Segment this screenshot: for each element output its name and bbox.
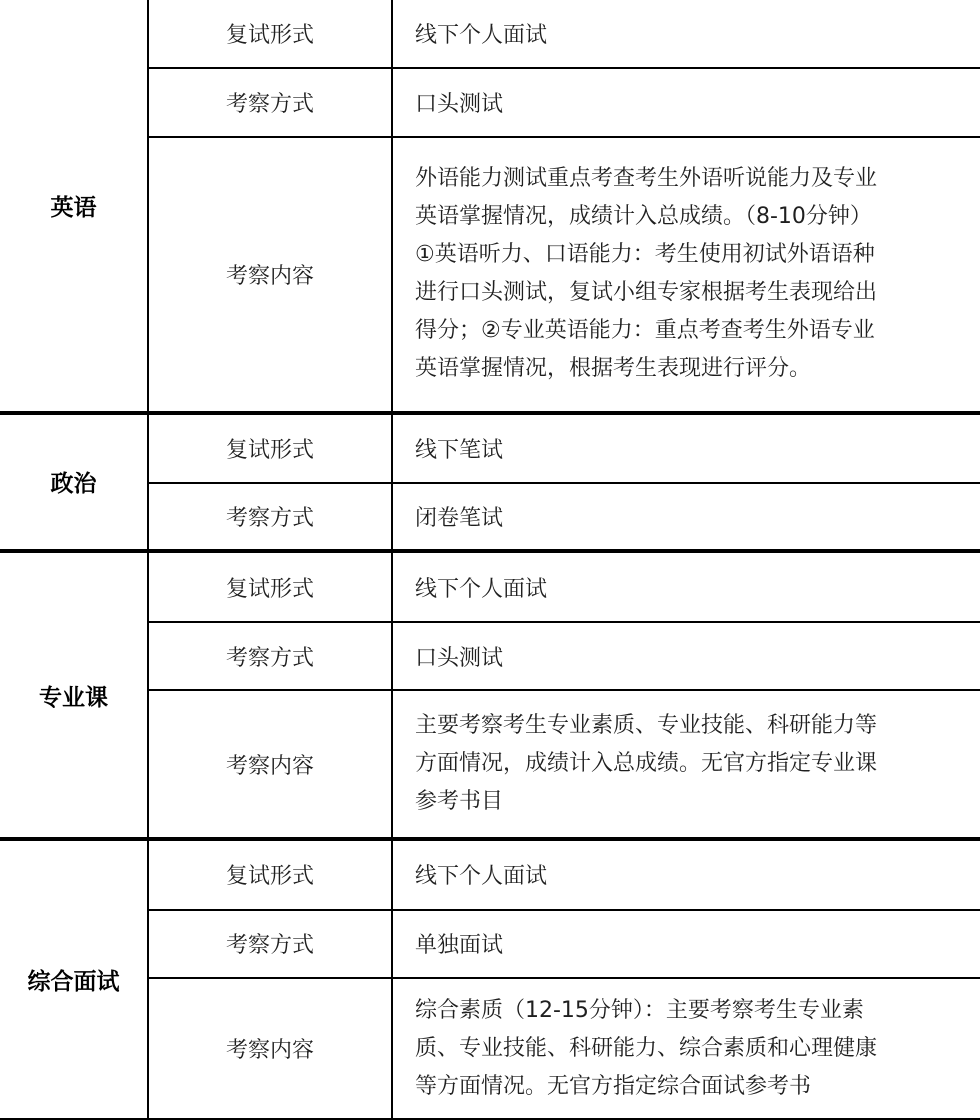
content-line: 得分；②专业英语能力：重点考查考生外语专业 — [415, 318, 875, 344]
value-cell: 单独面试 — [392, 910, 980, 978]
label-cell: 考察方式 — [148, 622, 392, 690]
content-line: 综合素质（12-15分钟）：主要考察考生专业素 — [415, 997, 864, 1023]
label-cell: 复试形式 — [148, 0, 392, 68]
content-line: 主要考察考生专业素质、专业技能、科研能力等 — [415, 713, 878, 739]
value-cell — [392, 137, 980, 413]
content-line: 进行口头测试，复试小组专家根据考生表现给出 — [415, 280, 878, 306]
value-cell: 闭卷笔试 — [392, 483, 980, 551]
subject-cell: 政治 — [0, 413, 148, 552]
value-cell — [392, 978, 980, 1119]
content-line: ①英语听力、口语能力：考生使用初试外语语种 — [415, 242, 875, 268]
content-line: 参考书目 — [415, 789, 504, 815]
value-cell: 口头测试 — [392, 622, 980, 690]
label-cell: 考察内容 — [148, 137, 392, 413]
value-cell: 线下个人面试 — [392, 839, 980, 909]
subject-cell: 综合面试 — [0, 839, 148, 1119]
label-cell: 考察内容 — [148, 978, 392, 1119]
table-row — [0, 413, 980, 483]
content-line: 等方面情况。无官方指定综合面试参考书 — [415, 1073, 812, 1099]
value-cell: 线下个人面试 — [392, 551, 980, 621]
table-row — [0, 0, 980, 68]
content-line: 外语能力测试重点考查考生外语听说能力及专业 — [415, 166, 878, 192]
content-line: 英语掌握情况，成绩计入总成绩。（8-10分钟） — [415, 204, 872, 230]
content-line: 方面情况，成绩计入总成绩。无官方指定专业课 — [415, 751, 878, 777]
table-row — [0, 839, 980, 909]
label-cell: 复试形式 — [148, 413, 392, 483]
content-line: 英语掌握情况，根据考生表现进行评分。 — [415, 356, 812, 382]
value-cell: 线下个人面试 — [392, 0, 980, 68]
label-cell: 考察方式 — [148, 483, 392, 551]
label-cell: 考察方式 — [148, 910, 392, 978]
content-line: 质、专业技能、科研能力、综合素质和心理健康 — [415, 1035, 878, 1061]
value-cell — [392, 690, 980, 839]
subject-cell: 英语 — [0, 0, 148, 413]
value-cell: 线下笔试 — [392, 413, 980, 483]
value-cell: 口头测试 — [392, 68, 980, 136]
subject-cell: 专业课 — [0, 551, 148, 839]
label-cell: 考察方式 — [148, 68, 392, 136]
label-cell: 考察内容 — [148, 690, 392, 839]
table-row — [0, 551, 980, 621]
label-cell: 复试形式 — [148, 551, 392, 621]
label-cell: 复试形式 — [148, 839, 392, 909]
